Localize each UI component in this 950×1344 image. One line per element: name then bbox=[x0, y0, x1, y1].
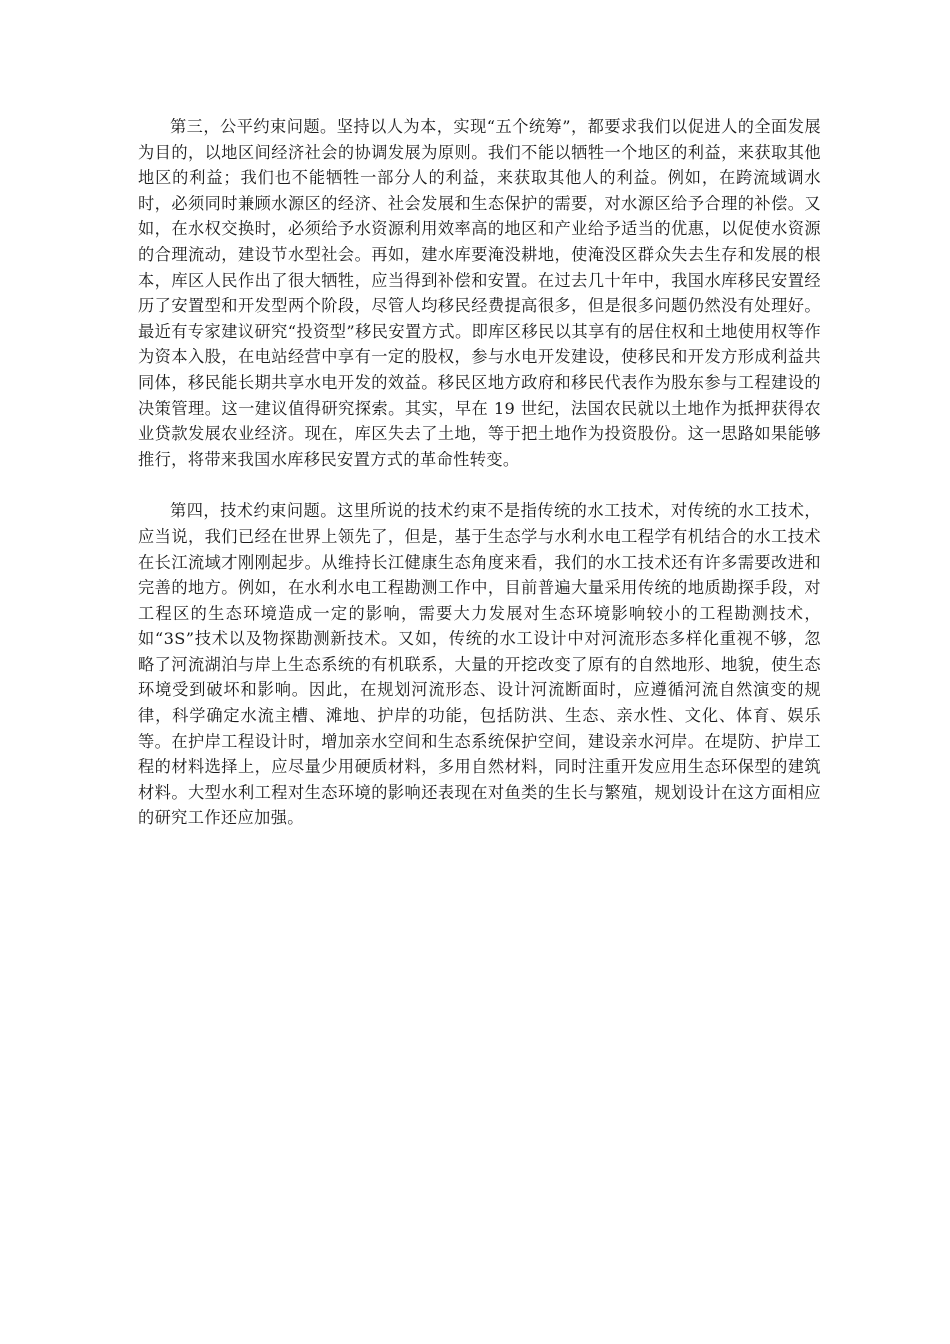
paragraph-fairness-constraint: 第三，公平约束问题。坚持以人为本，实现“五个统筹”，都要求我们以促进人的全面发展为目的，以地区间经济社会的协调发展为原则。我们不能以牺牲一个地区的利益，来获取其他地区的利益；我们也不能牺牲一部分人的利益，来获取其他人的利益。例如，在跨流域调水时，必须同时兼顾水源区的经济、社会发展和生态保护的需要，对水源区给予合理的补偿。又如，在水权交换时，必须给予水资源利用效率高的地区和产业给予适当的优惠，以促使水资源的合理流动，建设节水型社会。再如，建水库要淹没耕地，使淹没区群众失去生存和发展的根本，库区人民作出了很大牺牲，应当得到补偿和安置。在过去几十年中，我国水库移民安置经历了安置型和开发型两个阶段，尽管人均移民经费提高很多，但是很多问题仍然没有处理好。最近有专家建议研究“投资型”移民安置方式。即库区移民以其享有的居住权和土地使用权等作为资本入股，在电站经营中享有一定的股权，参与水电开发建设，使移民和开发方形成利益共同体，移民能长期共享水电开发的效益。移民区地方政府和移民代表作为股东参与工程建设的决策管理。这一建议值得研究探索。其实，早在 19 世纪，法国农民就以土地作为抵押获得农业贷款发展农业经济。现在，库区失去了土地，等于把土地作为投资股份。这一思路如果能够推行，将带来我国水库移民安置方式的革命性转变。 bbox=[138, 117, 821, 469]
paragraph-technical-constraint: 第四，技术约束问题。这里所说的技术约束不是指传统的水工技术，对传统的水工技术，应当说，我们已经在世界上领先了，但是，基于生态学与水利水电工程学有机结合的水工技术在长江流域才刚刚起步。从维持长江健康生态角度来看，我们的水工技术还有许多需要改进和完善的地方。例如，在水利水电工程勘测工作中，目前普遍大量采用传统的地质勘探手段，对工程区的生态环境造成一定的影响，需要大力发展对生态环境影响较小的工程勘测技术，如“3S”技术以及物探勘测新技术。又如，传统的水工设计中对河流形态多样化重视不够，忽略了河流湖泊与岸上生态系统的有机联系，大量的开挖改变了原有的自然地形、地貌，使生态环境受到破坏和影响。因此，在规划河流形态、设计河流断面时，应遵循河流自然演变的规律，科学确定水流主槽、滩地、护岸的功能，包括防洪、生态、亲水性、文化、体育、娱乐等。在护岸工程设计时，增加亲水空间和生态系统保护空间，建设亲水河岸。在堤防、护岸工程的材料选择上，应尽量少用硬质材料，多用自然材料，同时注重开发应用生态环保型的建筑材料。大型水利工程对生态环境的影响还表现在对鱼类的生长与繁殖，规划设计在这方面相应的研究工作还应加强。 bbox=[138, 501, 821, 828]
document-body bbox=[138, 114, 821, 831]
